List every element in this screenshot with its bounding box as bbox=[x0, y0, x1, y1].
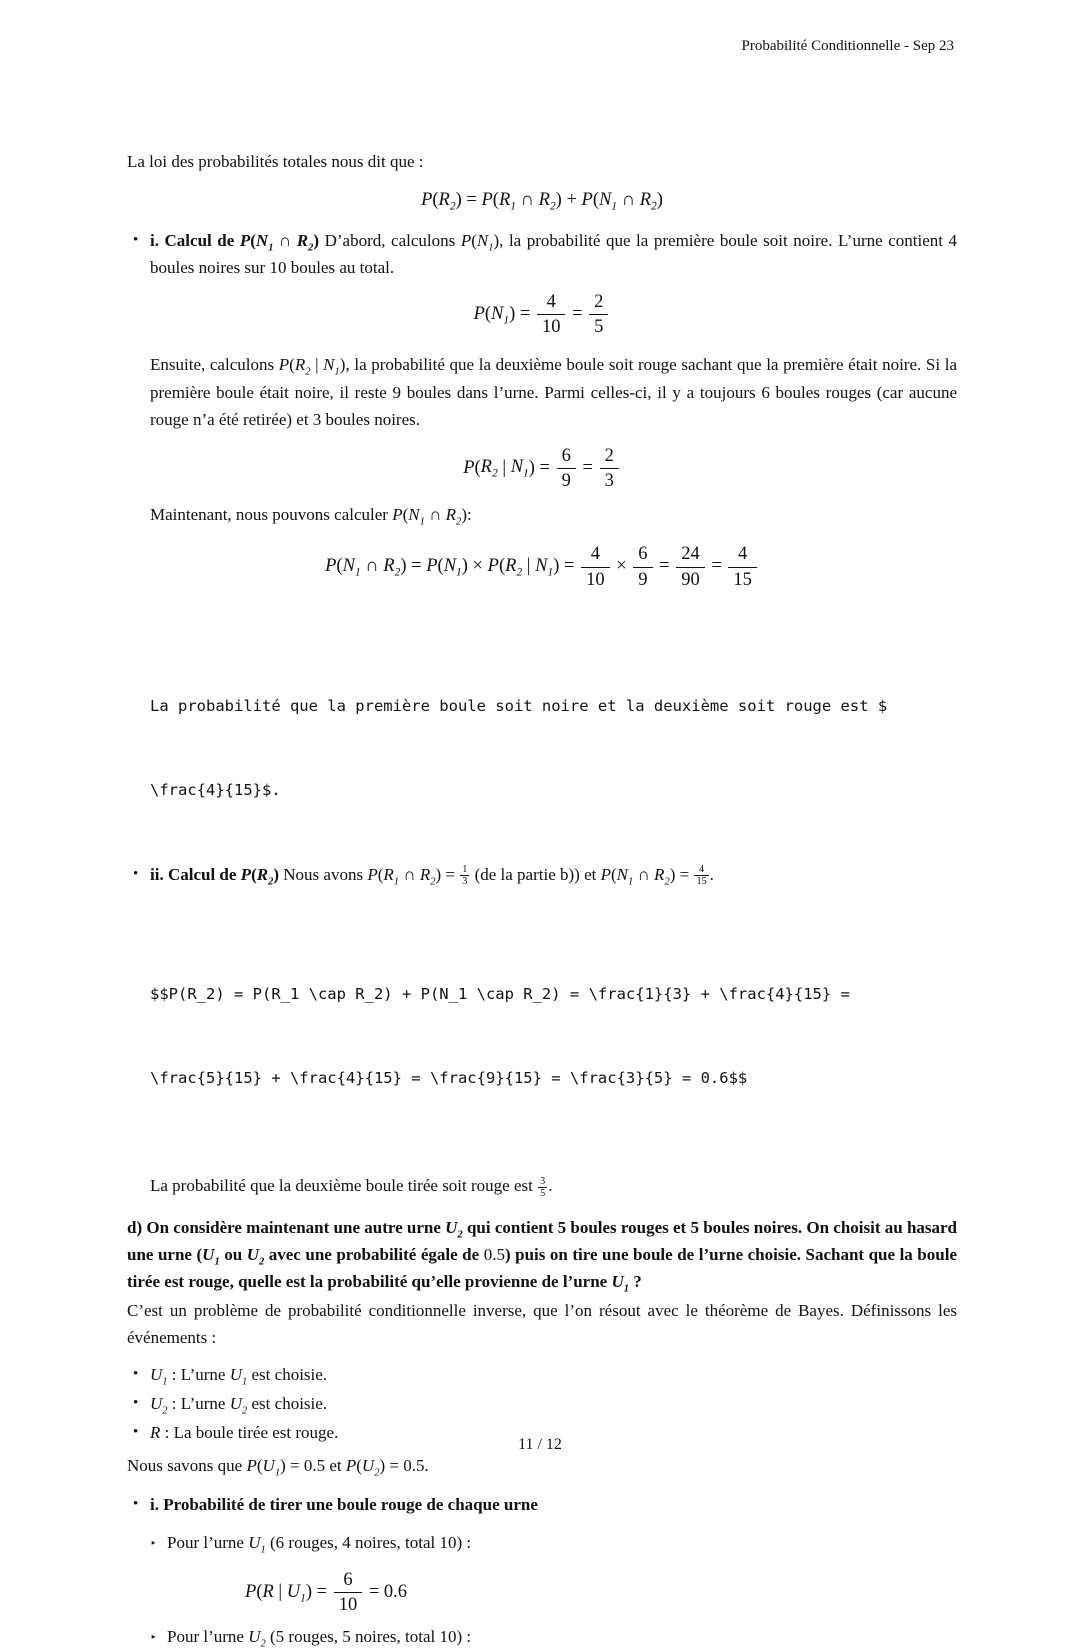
latex-code-block-1 bbox=[150, 636, 957, 860]
paragraph-bayes-intro: C’est un problème de probabilité conditionnelle inverse, que l’on résout avec le théorème de Bayes. Définissons les événements : bbox=[127, 1300, 957, 1348]
code-line: \frac{5}{15} + \frac{4}{15} = \frac{9}{15} = \frac{3}{5} = 0.6$$ bbox=[150, 1069, 748, 1088]
event-item-u2-text: $U_2$ : L’urne $U_2$ est choisie. bbox=[150, 1393, 328, 1417]
equation-pn1: $P(N_1)$ = $\frac{4}{10}$ = $\frac{2}{5}$ bbox=[127, 290, 957, 339]
equation-pr-given-u1: P(R | $U_1$) = $\frac{6}{10}$ = 0.6 bbox=[127, 1568, 957, 1617]
sub-bullet-urne-u1 bbox=[127, 1529, 957, 1559]
equation-pr2-given-n1: $P(R_2$ | $N_1$) = $\frac{6}{9}$ = $\frac{2}{3}$ bbox=[127, 444, 957, 493]
paragraph-question-d: d) On considère maintenant une autre urne $U_2$ qui contient 5 boules rouges et 5 boules noires. On choisit au hasard une urne ($U_1$ ou $U_2$ avec une probabilité égale de 0.5) puis on tire une boule de l’urne choisie. Sachant que la boule tirée est rouge, quelle est la probabilité qu’elle provienne de l’urne $U_1$ ? bbox=[127, 1217, 958, 1295]
bullet-icon: • bbox=[133, 231, 139, 248]
bullet-heading-rouge-urnes-text: i. Probabilité de tirer une boule rouge de chaque urne bbox=[150, 1495, 538, 1515]
code-line: $$P(R_2) = P(R_1 \cap R_2) + P(N_1 \cap R_2) = \frac{1}{3} + \frac{4}{15} = bbox=[150, 985, 850, 1004]
paragraph-priors: Nous savons que $P(U_1) = 0.5$ et $P(U_2) = 0.5$. bbox=[127, 1455, 429, 1479]
event-item-u1 bbox=[127, 1360, 957, 1389]
equation-pn1r2-product: $P(N_1$ ∩ $R_2) = P(N_1) \times P(R_2$ | $N_1$) = $\frac{4}{10}$ × $\frac{6}{9}$ = $\frac{24}{90}$ = $\frac{4}{15}$ bbox=[127, 542, 957, 591]
page-content bbox=[127, 0, 957, 1652]
paragraph-maintenant: Maintenant, nous pouvons calculer $P(N_1$ ∩ $R_2$): bbox=[150, 504, 472, 528]
bullet-heading-rouge-urnes bbox=[127, 1491, 957, 1519]
event-item-u1-text: $U_1$ : L’urne $U_1$ est choisie. bbox=[150, 1364, 328, 1388]
page-number: 11 / 12 bbox=[518, 1436, 562, 1453]
equation-total-probability: $P(R_2) = P(R_1$ ∩ $R_2) + P(N_1$ ∩ $R_2$) bbox=[421, 189, 663, 213]
latex-code-block-2 bbox=[150, 924, 957, 1148]
triangle-bullet-icon: ‣ bbox=[150, 1537, 157, 1550]
intro-paragraph: La loi des probabilités totales nous dit que : bbox=[127, 152, 424, 171]
bullet-icon: • bbox=[133, 1496, 139, 1513]
paragraph-ensuite: Ensuite, calculons $P(R_2$ | $N_1$), la probabilité que la deuxième boule soit rouge sachant que la première était noire. Si la première boule était noire, il reste 9 boules dans l’urne. Parmi celles-ci, il y a toujours 6 boules rouges (car aucune rouge n’a été retirée) et 3 boules noires. bbox=[150, 355, 957, 429]
sub-bullet-urne-u1-text: Pour l’urne $U_1$ (6 rouges, 4 noires, total 10) : bbox=[167, 1532, 472, 1556]
page-header-title: Probabilité Conditionnelle - Sep 23 bbox=[741, 38, 954, 54]
bullet-icon: • bbox=[133, 1365, 139, 1382]
bullet-calc-pn1-r2 bbox=[127, 227, 957, 282]
bullet-icon: • bbox=[133, 1394, 139, 1411]
code-line: La probabilité que la première boule soit noire et la deuxième soit rouge est $ bbox=[150, 696, 888, 715]
event-item-u2 bbox=[127, 1389, 957, 1418]
bullet-icon: • bbox=[133, 865, 139, 882]
paragraph-conclusion-r2: La probabilité que la deuxième boule tirée soit rouge est $\frac{3}{5}$ . bbox=[150, 1175, 553, 1199]
sub-bullet-urne-u2 bbox=[127, 1623, 957, 1652]
code-line: \frac{4}{15}$. bbox=[150, 780, 281, 799]
bullet-calc-pr2 bbox=[127, 861, 957, 889]
event-item-r-text: R : La boule tirée est rouge. bbox=[150, 1422, 339, 1442]
event-list bbox=[127, 1360, 957, 1447]
bullet-calc-pn1-r2-text: i. Calcul de $P(N_1$ ∩ $R_2$) D’abord, calculons $P(N_1)$, la probabilité que la première boule soit noire. L’urne contient 4 boules noires sur 10 boules au total. bbox=[150, 230, 958, 278]
sub-bullet-urne-u2-text: Pour l’urne $U_2$ (5 rouges, 5 noires, total 10) : bbox=[167, 1626, 472, 1650]
bullet-calc-pr2-text: ii. Calcul de $P(R_2)$ Nous avons $P(R_1$ ∩ $R_2$) = $\frac{1}{3}$ (de la partie b)) et $P(N_1$ ∩ $R_2$) = $\frac{4}{15}$ . bbox=[150, 864, 714, 888]
bullet-icon: • bbox=[133, 1423, 139, 1440]
triangle-bullet-icon: ‣ bbox=[150, 1631, 157, 1644]
